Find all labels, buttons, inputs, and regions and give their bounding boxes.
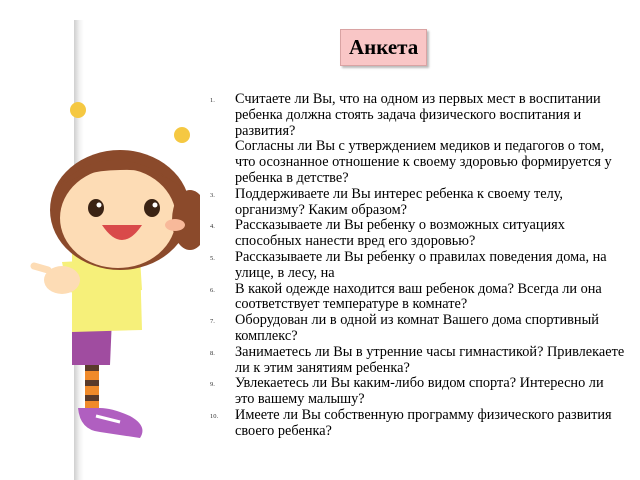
list-item	[205, 218, 625, 250]
girl-illustration	[0, 90, 200, 450]
item-text: В какой одежде находится ваш ребенок дома? Всегда ли она соответствует температуре в комнате?	[235, 280, 602, 313]
list-item	[205, 187, 625, 219]
item-text: Считаете ли Вы, что на одном из первых мест в воспитании ребенка должна стоять задача физического воспитания и развития?	[235, 91, 601, 139]
girl-shoe	[78, 408, 142, 438]
item-number: 6.	[210, 286, 215, 294]
list-item	[205, 92, 625, 139]
item-number: 1.	[210, 97, 215, 104]
item-number: 10.	[210, 412, 219, 420]
girl-eye-left	[88, 199, 104, 217]
item-number: 7.	[210, 318, 215, 326]
item-text: Рассказываете ли Вы ребенку о правилах поведения дома, на улице, в лесу, на	[235, 248, 607, 281]
hair-bow-right	[174, 127, 190, 143]
questionnaire-list	[205, 92, 625, 440]
girl-cheek	[165, 219, 185, 231]
girl-eye-right	[144, 199, 160, 217]
list-item	[205, 139, 625, 186]
list-item	[205, 313, 625, 345]
item-text: Согласны ли Вы с утверждением медиков и педагогов о том, что осознанное отношение к своему здоровью формируется у ребенка в детстве?	[235, 138, 612, 186]
girl-finger	[34, 266, 48, 270]
page-title: Анкета	[340, 29, 427, 66]
item-text: Увлекаетесь ли Вы каким-либо видом спорта? Интересно ли это вашему малышу?	[235, 375, 604, 408]
list-item	[205, 376, 625, 408]
item-text: Занимаетесь ли Вы в утренние часы гимнастикой? Привлекаете ли к этим занятиям ребенка?	[235, 343, 625, 376]
item-number: 3.	[210, 191, 215, 199]
item-number: 5.	[210, 254, 215, 262]
item-text: Имеете ли Вы собственную программу физического развития своего ребенка?	[235, 406, 612, 439]
item-number: 9.	[210, 381, 215, 389]
item-text: Рассказываете ли Вы ребенку о возможных ситуациях способных нанести вред его здоровью?	[235, 217, 565, 250]
item-text: Оборудован ли в одной из комнат Вашего дома спортивный комплекс?	[235, 312, 599, 344]
list-item	[205, 250, 625, 282]
item-text: Поддерживаете ли Вы интерес ребенка к своему телу, организму? Каким образом?	[235, 185, 563, 218]
list-item	[205, 345, 625, 377]
list-item	[205, 408, 625, 440]
girl-face	[60, 168, 176, 268]
list-item	[205, 282, 625, 314]
hair-bow-left	[70, 102, 86, 118]
item-number: 8.	[210, 349, 215, 357]
item-number: 4.	[210, 223, 215, 231]
